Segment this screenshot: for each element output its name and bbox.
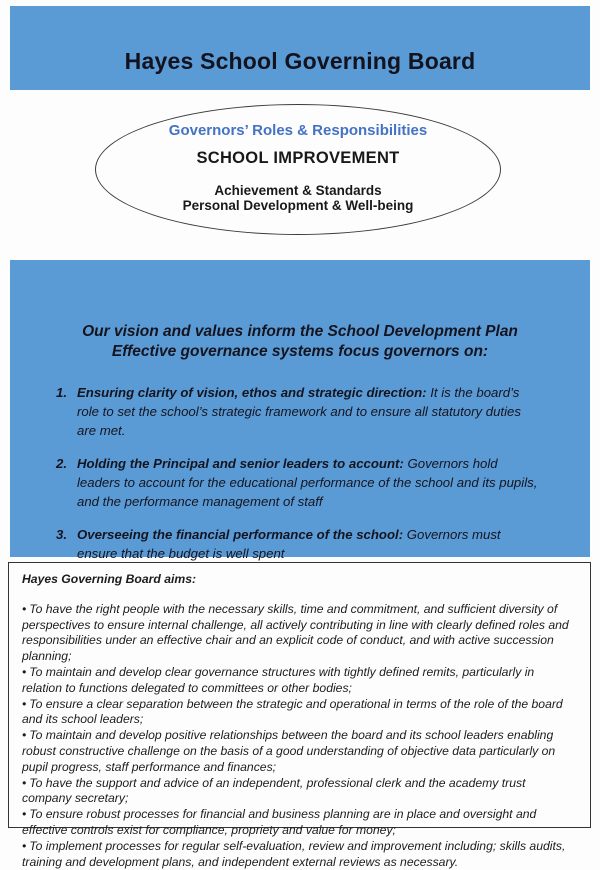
item-lead: Overseeing the financial performance of the school: [77, 527, 404, 542]
vision-heading-line2: Effective governance systems focus governors on: [111, 343, 489, 360]
vision-item [56, 383, 542, 440]
bullet-icon: • [22, 664, 27, 679]
item-text [77, 525, 542, 563]
aims-item-text: To have the support and advice of an independent, professional clerk and the academy trust company secretary; [22, 775, 526, 806]
aims-item [22, 776, 577, 808]
item-rest: It is the board’s role to set the school’s strategic framework and to ensure all statutory duties are met. [77, 385, 521, 438]
aims-item-text: To have the right people with the necessary skills, time and commitment, and sufficient diversity of perspectives to ensure internal challenge, all actively contributing in line with clearly defined roles and responsibilities under an effective chair and an explicit code of conduct, and with active succession planning; [22, 601, 569, 664]
item-lead: Ensuring clarity of vision, ethos and strategic direction: [77, 385, 427, 400]
aims-item-text: To maintain and develop clear governance structures with tightly defined remits, particularly in relation to functions delegated to committees or other bodies; [22, 664, 535, 695]
item-text [77, 454, 542, 511]
aims-heading: Hayes Governing Board aims: [22, 572, 197, 586]
vision-item [56, 525, 542, 563]
aims-item [22, 602, 577, 665]
item-lead: Holding the Principal and senior leaders to account: [77, 456, 404, 471]
aims-item-text: To ensure robust processes for financial and business planning are in place and oversight and effective controls exist for compliance, propriety and value for money; [22, 807, 537, 837]
aims-item-text: To maintain and develop positive relationships between the board and its school leaders enabling robust constructive challenge on the basis of a good understanding of objective data particularly on pupil progress, staff performance and finances; [22, 728, 556, 774]
aims-item-text: To implement processes for regular self-evaluation, review and improvement including; skills audits, training and development plans, and independent external reviews as necessary. [22, 838, 566, 869]
ellipse-line-development: Personal Development & Well-being [182, 198, 414, 213]
roles-ellipse [95, 104, 501, 235]
item-rest: Governors hold leaders to account for the educational performance of the school and its pupils, and the performance management of staff [77, 456, 538, 509]
vision-item [56, 454, 542, 511]
ellipse-line-achievement: Achievement & Standards [214, 183, 382, 198]
aims-item [22, 697, 577, 729]
bullet-icon: • [22, 601, 27, 616]
bullet-icon: • [22, 728, 27, 743]
page-title: Hayes School Governing Board [124, 47, 476, 74]
aims-item [22, 665, 577, 697]
aims-panel [8, 562, 591, 869]
aims-item [22, 807, 577, 839]
item-number: 2. [56, 456, 67, 471]
vision-list [10, 383, 590, 563]
ellipse-subtitle: SCHOOL IMPROVEMENT [196, 149, 400, 167]
bullet-icon: • [22, 775, 27, 790]
aims-list [22, 602, 577, 870]
vision-heading [10, 322, 590, 362]
ellipse-title: Governors’ Roles & Responsibilities [168, 122, 428, 139]
item-text [77, 383, 542, 440]
item-rest: Governors must ensure that the budget is well spent [77, 527, 501, 561]
vision-heading-line1: Our vision and values inform the School Development Plan [82, 323, 518, 340]
item-number: 1. [56, 385, 67, 400]
bullet-icon: • [22, 696, 27, 711]
header-banner [10, 6, 590, 90]
aims-item [22, 728, 577, 775]
bullet-icon: • [22, 807, 27, 822]
aims-item-text: To ensure a clear separation between the strategic and operational in terms of the role of the board and its school leaders; [22, 696, 563, 727]
item-number: 3. [56, 527, 67, 542]
vision-panel [10, 260, 590, 561]
aims-item [22, 839, 577, 870]
bullet-icon: • [22, 838, 27, 853]
